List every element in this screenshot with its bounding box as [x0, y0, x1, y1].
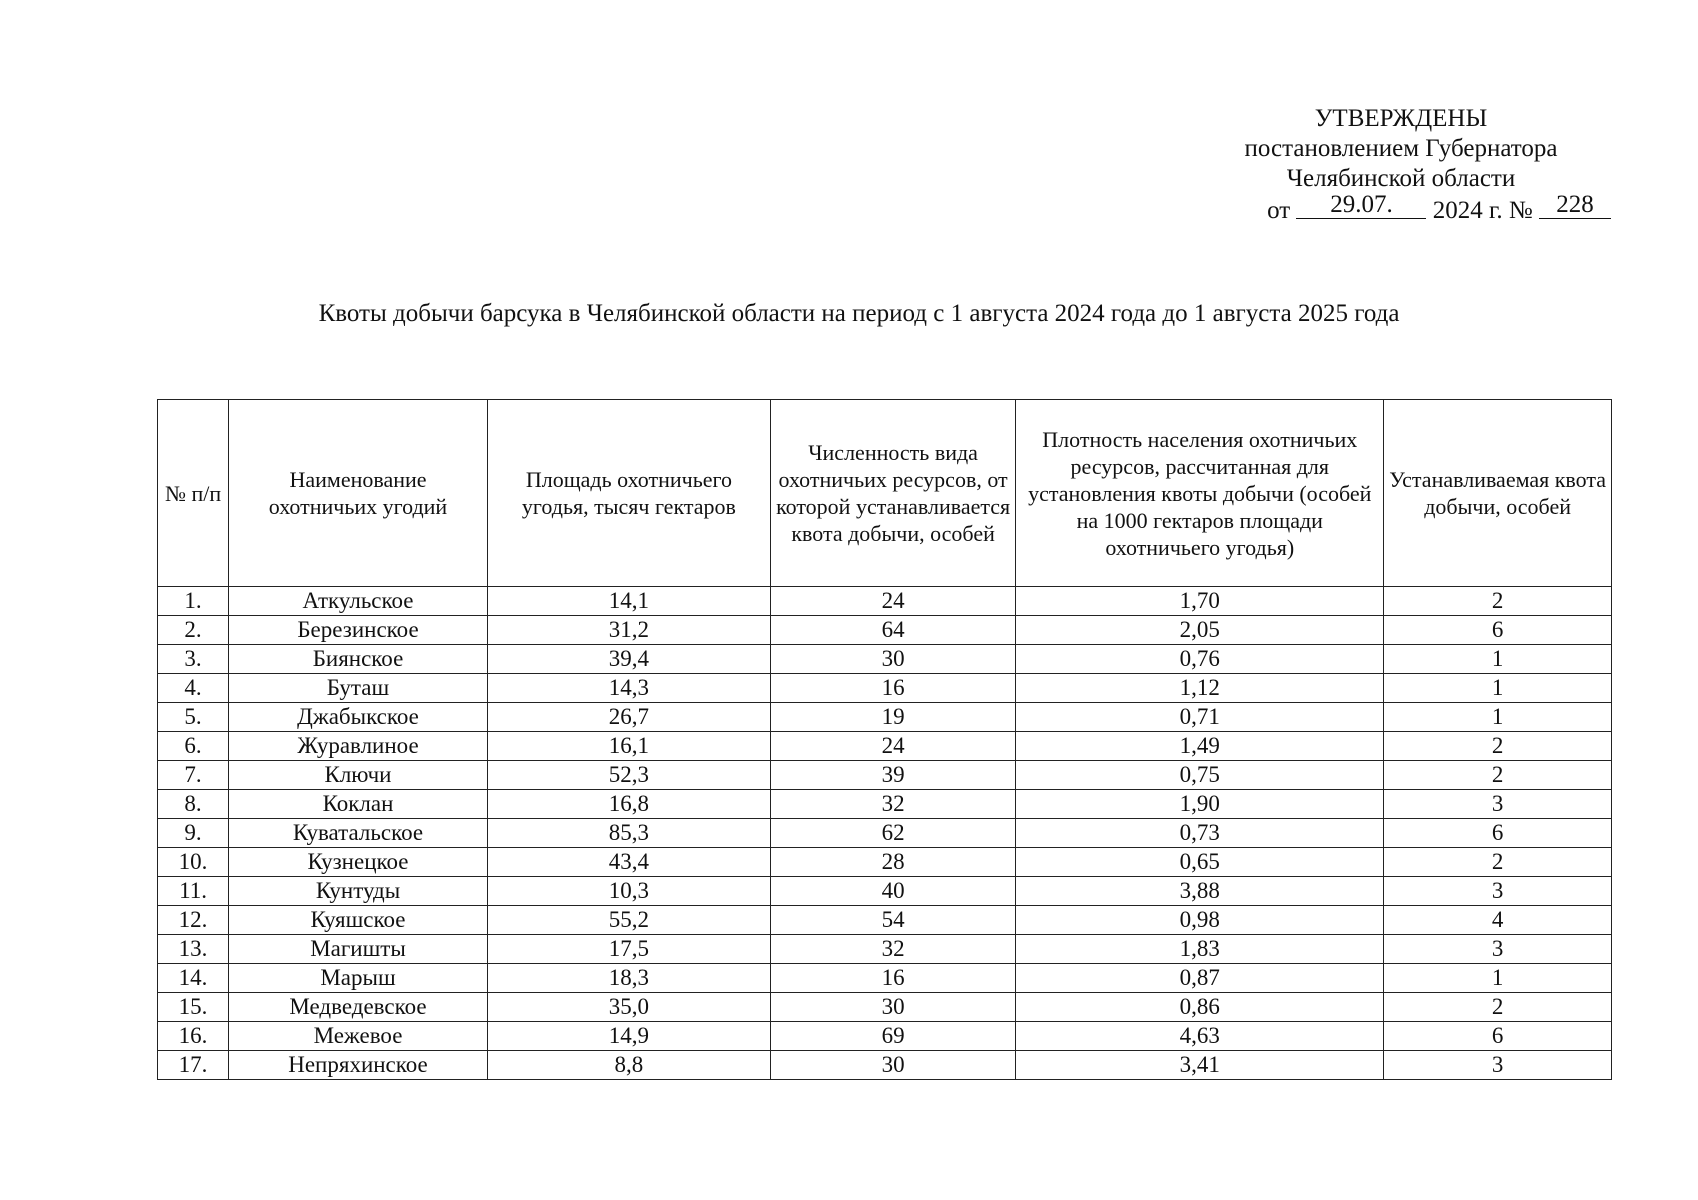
cell-hunting-ground: Буташ: [229, 674, 488, 703]
cell-area: 10,3: [487, 877, 770, 906]
table-row: [158, 906, 1612, 935]
approval-region-line: Челябинской области: [1286, 165, 1516, 192]
cell-area: 31,2: [487, 616, 770, 645]
cell-area: 39,4: [487, 645, 770, 674]
year-number-label: 2024 г. №: [1432, 197, 1533, 224]
cell-area: 16,1: [487, 732, 770, 761]
table-row: [158, 993, 1612, 1022]
table-row: [158, 732, 1612, 761]
cell-density: 3,41: [1016, 1051, 1384, 1080]
header-number: № п/п: [158, 400, 229, 587]
approval-date-line: [1191, 191, 1611, 226]
cell-population: 40: [770, 877, 1015, 906]
header-population: Численность вида охотничьих ресурсов, от которой устанавливается квота добычи, особей: [770, 400, 1015, 587]
cell-hunting-ground: Магишты: [229, 935, 488, 964]
table-row: [158, 964, 1612, 993]
cell-number: 11.: [158, 877, 229, 906]
cell-density: 3,88: [1016, 877, 1384, 906]
cell-area: 14,1: [487, 587, 770, 616]
cell-density: 0,98: [1016, 906, 1384, 935]
cell-quota: 2: [1384, 587, 1612, 616]
cell-density: 1,70: [1016, 587, 1384, 616]
cell-density: 2,05: [1016, 616, 1384, 645]
cell-population: 69: [770, 1022, 1015, 1051]
cell-density: 0,73: [1016, 819, 1384, 848]
cell-area: 8,8: [487, 1051, 770, 1080]
cell-population: 24: [770, 732, 1015, 761]
approval-heading: УТВЕРЖДЕНЫ: [1314, 105, 1488, 132]
table-row: [158, 935, 1612, 964]
cell-area: 26,7: [487, 703, 770, 732]
cell-area: 85,3: [487, 819, 770, 848]
cell-population: 30: [770, 645, 1015, 674]
table-row: [158, 1022, 1612, 1051]
cell-hunting-ground: Коклан: [229, 790, 488, 819]
cell-quota: 3: [1384, 790, 1612, 819]
header-area: Площадь охотничьего угодья, тысяч гектаров: [487, 400, 770, 587]
cell-number: 15.: [158, 993, 229, 1022]
cell-population: 16: [770, 964, 1015, 993]
cell-quota: 6: [1384, 616, 1612, 645]
cell-density: 4,63: [1016, 1022, 1384, 1051]
cell-quota: 1: [1384, 645, 1612, 674]
cell-hunting-ground: Непряхинское: [229, 1051, 488, 1080]
cell-quota: 2: [1384, 761, 1612, 790]
cell-population: 28: [770, 848, 1015, 877]
cell-quota: 1: [1384, 674, 1612, 703]
cell-number: 9.: [158, 819, 229, 848]
table-row: [158, 587, 1612, 616]
cell-area: 14,3: [487, 674, 770, 703]
cell-hunting-ground: Джабыкское: [229, 703, 488, 732]
cell-density: 0,65: [1016, 848, 1384, 877]
cell-area: 52,3: [487, 761, 770, 790]
cell-quota: 1: [1384, 703, 1612, 732]
cell-number: 2.: [158, 616, 229, 645]
cell-area: 55,2: [487, 906, 770, 935]
cell-hunting-ground: Куяшское: [229, 906, 488, 935]
cell-population: 32: [770, 790, 1015, 819]
cell-density: 1,90: [1016, 790, 1384, 819]
table-row: [158, 790, 1612, 819]
cell-hunting-ground: Кунтуды: [229, 877, 488, 906]
cell-number: 10.: [158, 848, 229, 877]
decree-date: 29.07.: [1296, 192, 1426, 219]
decree-number: 228: [1539, 192, 1611, 219]
table-row: [158, 1051, 1612, 1080]
table-row: [158, 703, 1612, 732]
cell-population: 24: [770, 587, 1015, 616]
cell-number: 6.: [158, 732, 229, 761]
cell-number: 5.: [158, 703, 229, 732]
table-row: [158, 674, 1612, 703]
cell-number: 8.: [158, 790, 229, 819]
header-hunting-ground: Наименование охотничьих угодий: [229, 400, 488, 587]
cell-hunting-ground: Журавлиное: [229, 732, 488, 761]
from-label: от: [1267, 197, 1291, 224]
cell-number: 4.: [158, 674, 229, 703]
cell-population: 16: [770, 674, 1015, 703]
table-body: [158, 587, 1612, 1080]
cell-number: 1.: [158, 587, 229, 616]
cell-hunting-ground: Аткульское: [229, 587, 488, 616]
table-row: [158, 616, 1612, 645]
cell-population: 54: [770, 906, 1015, 935]
cell-population: 30: [770, 1051, 1015, 1080]
cell-density: 0,75: [1016, 761, 1384, 790]
cell-density: 1,49: [1016, 732, 1384, 761]
cell-quota: 4: [1384, 906, 1612, 935]
cell-population: 30: [770, 993, 1015, 1022]
cell-hunting-ground: Биянское: [229, 645, 488, 674]
table-row: [158, 819, 1612, 848]
cell-quota: 6: [1384, 819, 1612, 848]
cell-population: 19: [770, 703, 1015, 732]
cell-number: 16.: [158, 1022, 229, 1051]
cell-population: 64: [770, 616, 1015, 645]
cell-number: 3.: [158, 645, 229, 674]
cell-quota: 6: [1384, 1022, 1612, 1051]
cell-quota: 3: [1384, 877, 1612, 906]
cell-density: 1,12: [1016, 674, 1384, 703]
cell-number: 13.: [158, 935, 229, 964]
cell-hunting-ground: Марыш: [229, 964, 488, 993]
cell-hunting-ground: Куватальское: [229, 819, 488, 848]
cell-density: 0,76: [1016, 645, 1384, 674]
cell-density: 0,87: [1016, 964, 1384, 993]
cell-quota: 2: [1384, 732, 1612, 761]
cell-quota: 3: [1384, 1051, 1612, 1080]
cell-number: 7.: [158, 761, 229, 790]
cell-area: 18,3: [487, 964, 770, 993]
cell-population: 32: [770, 935, 1015, 964]
cell-quota: 2: [1384, 993, 1612, 1022]
cell-area: 16,8: [487, 790, 770, 819]
table-row: [158, 848, 1612, 877]
header-density: Плотность населения охотничьих ресурсов, рассчитанная для установления квоты добычи (особей на 1000 гектаров площади охотничьего угодья): [1016, 400, 1384, 587]
table-row: [158, 877, 1612, 906]
quota-table: [157, 399, 1612, 1080]
cell-number: 12.: [158, 906, 229, 935]
cell-area: 14,9: [487, 1022, 770, 1051]
cell-quota: 1: [1384, 964, 1612, 993]
cell-hunting-ground: Межевое: [229, 1022, 488, 1051]
cell-area: 43,4: [487, 848, 770, 877]
table-row: [158, 645, 1612, 674]
cell-population: 62: [770, 819, 1015, 848]
approval-block: [1191, 104, 1611, 226]
cell-quota: 2: [1384, 848, 1612, 877]
approval-decree-line: постановлением Губернатора: [1244, 135, 1558, 162]
cell-area: 35,0: [487, 993, 770, 1022]
cell-hunting-ground: Кузнецкое: [229, 848, 488, 877]
cell-density: 0,71: [1016, 703, 1384, 732]
cell-hunting-ground: Ключи: [229, 761, 488, 790]
cell-area: 17,5: [487, 935, 770, 964]
table-row: [158, 761, 1612, 790]
cell-number: 17.: [158, 1051, 229, 1080]
header-quota: Устанавливаемая квота добычи, особей: [1384, 400, 1612, 587]
cell-hunting-ground: Березинское: [229, 616, 488, 645]
document-title: Квоты добычи барсука в Челябинской области на период с 1 августа 2024 года до 1 августа 2025 года: [318, 300, 1400, 327]
cell-density: 0,86: [1016, 993, 1384, 1022]
table-header-row: [158, 400, 1612, 587]
cell-population: 39: [770, 761, 1015, 790]
cell-number: 14.: [158, 964, 229, 993]
cell-hunting-ground: Медведевское: [229, 993, 488, 1022]
cell-quota: 3: [1384, 935, 1612, 964]
cell-density: 1,83: [1016, 935, 1384, 964]
